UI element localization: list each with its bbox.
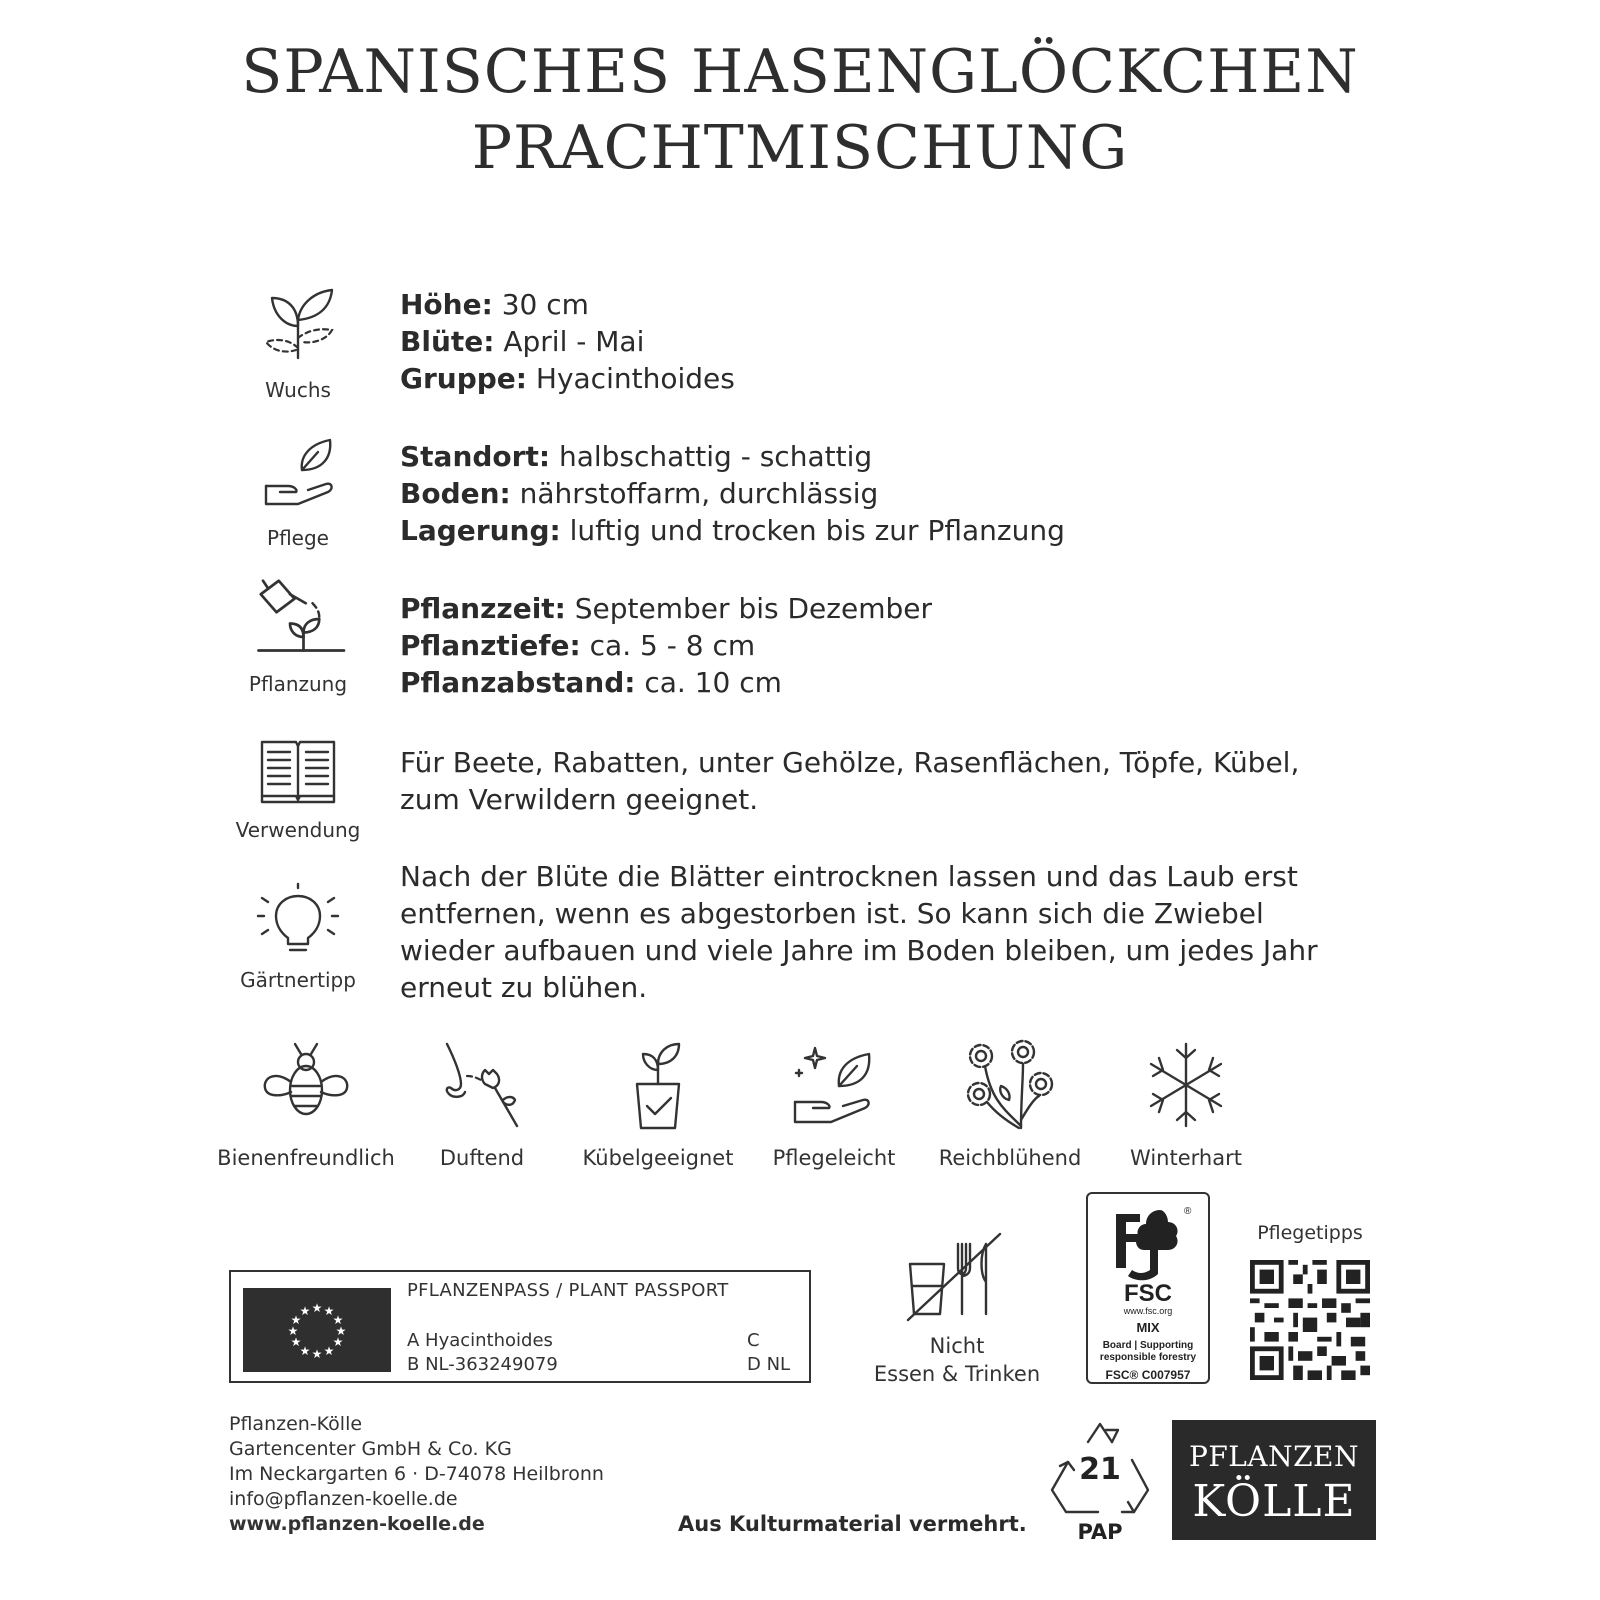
badge-label: Pflegeleicht [772,1146,896,1170]
plant-growth-icon [258,286,338,366]
passport-c: C [747,1330,760,1351]
svg-text:★: ★ [290,1335,302,1349]
product-title [0,34,1600,186]
website-link[interactable]: www.pflanzen-koelle.de [229,1513,485,1535]
plant-passport [229,1270,811,1383]
logo-line-1: PFLANZEN [1189,1440,1359,1473]
address-line-3: Im Neckargarten 6 · D-74078 Heilbronn [229,1463,604,1485]
svg-text:★: ★ [332,1335,344,1349]
nose-flower-icon [437,1040,527,1130]
section-label: Wuchs [265,378,331,402]
section-text [400,438,1360,549]
no-eat-line-2: Essen & Trinken [873,1362,1041,1386]
bee-icon [261,1040,351,1130]
svg-text:★: ★ [311,1347,323,1361]
qr-code-icon[interactable] [1250,1260,1370,1380]
fsc-label [1086,1192,1210,1384]
fsc-brand: FSC [1124,1280,1172,1307]
info-row-gaertnertipp [232,858,1382,1008]
info-row-pflanzung [232,580,1382,710]
badge-pflegeleicht [744,1040,924,1180]
watering-can-sprout-icon [254,574,344,664]
spec-line: Standort: halbschattig - schattig [400,440,873,473]
spec-line: Pflanztiefe: ca. 5 - 8 cm [400,629,756,662]
info-icon-pflanzung [232,580,364,710]
logo-line-2: KÖLLE [1192,1476,1356,1527]
title-line-2: PRACHTMISCHUNG [471,113,1129,183]
no-eat-drink-icon [900,1228,1010,1328]
passport-d: D NL [747,1354,791,1375]
recycle-code: 21 [1079,1452,1121,1487]
fsc-desc-2: responsible forestry [1099,1352,1197,1363]
info-row-pflege [232,434,1382,554]
info-icon-pflege [232,434,364,564]
passport-title: PFLANZENPASS / PLANT PASSPORT [407,1280,729,1301]
recycle-material: PAP [1077,1520,1123,1544]
section-label: Gärtnertipp [240,968,356,992]
spec-line: Lagerung: luftig und trocken bis zur Pflanzung [400,514,1065,547]
flowers-icon [965,1040,1055,1130]
badge-kuebelgeeignet [568,1040,748,1180]
open-book-icon [258,736,338,816]
spec-line: Pflanzzeit: September bis Dezember [400,592,932,625]
info-row-wuchs [232,286,1382,406]
snowflake-icon [1141,1040,1231,1130]
hand-leaf-icon [258,434,338,514]
hand-sparkle-leaf-icon [789,1040,879,1130]
badge-label: Kübelgeeignet [582,1146,734,1170]
svg-text:★: ★ [287,1324,299,1338]
spec-line: Blüte: April - Mai [400,325,645,358]
brand-logo [1172,1420,1376,1540]
svg-text:★: ★ [299,1304,311,1318]
badge-label: Duftend [439,1146,525,1170]
section-label: Verwendung [235,818,361,842]
lightbulb-icon [258,886,338,966]
svg-text:★: ★ [323,1344,335,1358]
passport-b: B NL-363249079 [407,1354,558,1375]
badge-label: Winterhart [1130,1146,1242,1170]
badge-winterhart [1096,1040,1276,1180]
svg-text:★: ★ [311,1301,323,1315]
info-icon-gaertnertipp [232,858,364,992]
info-icon-verwendung [232,736,364,866]
fsc-tree-icon [1110,1204,1190,1284]
section-label: Pflanzung [248,672,348,696]
svg-text:★: ★ [323,1304,335,1318]
no-eat-drink [862,1228,1052,1388]
cultivation-note: Aus Kulturmaterial vermehrt. [678,1512,1027,1536]
svg-text:★: ★ [299,1344,311,1358]
recycling-mark [1048,1420,1152,1550]
spec-line: Höhe: 30 cm [400,288,589,321]
address-line-2: Gartencenter GmbH & Co. KG [229,1438,512,1460]
badge-bienenfreundlich [216,1040,396,1180]
svg-text:★: ★ [335,1324,347,1338]
svg-text:★: ★ [332,1313,344,1327]
section-text: Für Beete, Rabatten, unter Gehölze, Rasenflächen, Töpfe, Kübel, zum Verwildern geeignet. [400,746,1300,816]
fsc-code: FSC® C007957 [1105,1368,1191,1382]
fsc-url: www.fsc.org [1123,1306,1173,1316]
address-line-1: Pflanzen-Kölle [229,1413,363,1435]
info-row-verwendung [232,736,1382,846]
spec-line: Boden: nährstoffarm, durchlässig [400,477,879,510]
badge-label: Reichblühend [938,1146,1082,1170]
passport-a: A Hyacinthoides [407,1330,553,1351]
spec-line: Pflanzabstand: ca. 10 cm [400,666,782,699]
svg-text:★: ★ [290,1313,302,1327]
fsc-desc-1: Board | Supporting [1102,1340,1194,1351]
fsc-mix: MIX [1136,1320,1160,1335]
badge-duftend [392,1040,572,1180]
email-link[interactable]: info@pflanzen-koelle.de [229,1488,458,1510]
spec-line: Gruppe: Hyacinthoides [400,362,735,395]
svg-text:®: ® [1184,1206,1192,1217]
badge-label: Bienenfreundlich [217,1146,395,1170]
info-icon-wuchs [232,286,364,416]
eu-flag-icon [243,1288,391,1372]
section-text [400,286,1360,397]
title-line-1: SPANISCHES HASENGLÖCKCHEN [241,37,1359,107]
company-address [229,1412,604,1537]
section-label: Pflege [267,526,329,550]
feature-badges [216,1040,1316,1180]
badge-reichbluehend [920,1040,1100,1180]
no-eat-line-1: Nicht [929,1334,985,1358]
potted-plant-check-icon [613,1040,703,1130]
section-text: Nach der Blüte die Blätter eintrocknen lassen und das Laub erst entfernen, wenn es abgestorben ist. So kann sich die Zwiebel wieder aufbauen und viele Jahre im Boden bleiben, um jedes Jahr erneut zu blühen. [400,860,1318,1004]
section-text [400,590,1360,701]
qr-label: Pflegetipps [1257,1222,1363,1244]
